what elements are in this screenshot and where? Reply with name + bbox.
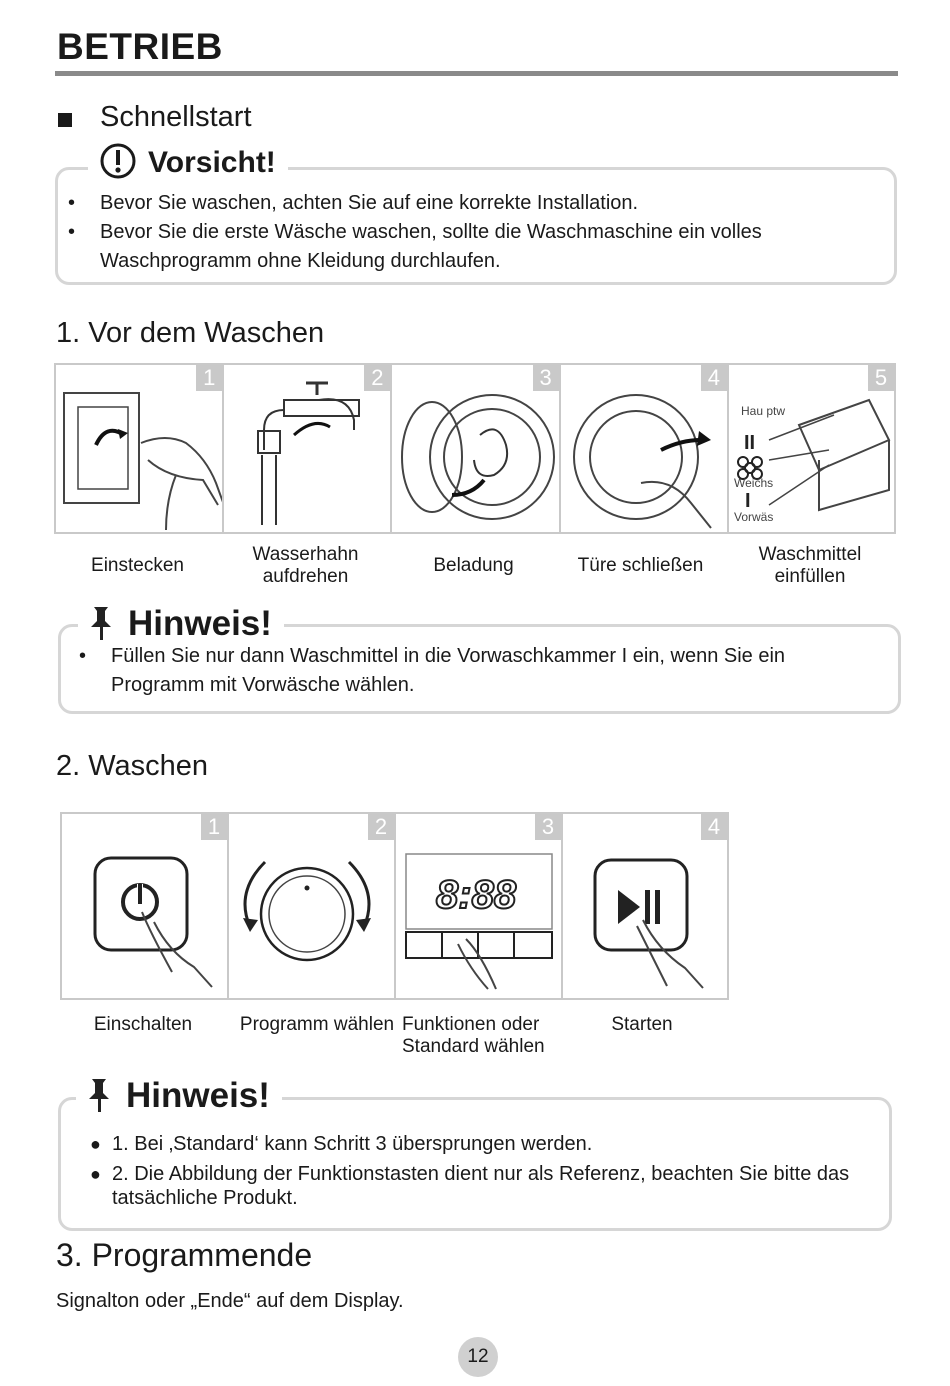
list-item: ● 2. Die Abbildung der Funktionstasten dient nur als Referenz, beachten Sie bitte das tatsächliche Produkt. <box>68 1162 858 1210</box>
section-bullet-square <box>58 113 72 127</box>
step-panel-functions <box>396 814 563 998</box>
page-number: 12 <box>458 1337 498 1377</box>
program-dial-icon <box>229 814 395 998</box>
step-caption: Türe schließen <box>577 555 704 576</box>
drawer-label-softener: Weichs <box>733 476 773 490</box>
step-caption: Starten <box>611 1014 673 1035</box>
drawer-mark-prewash: I <box>744 490 751 512</box>
before-wash-illustrations <box>54 363 896 534</box>
step-panel-power <box>62 814 229 998</box>
washing-heading: 2. Waschen <box>56 750 209 782</box>
step-number: 5 <box>868 365 894 391</box>
note-label: Hinweis! <box>126 1076 270 1115</box>
list-item: ● 1. Bei ‚Standard‘ kann Schritt 3 übersprungen werden. <box>68 1131 858 1158</box>
step-caption: Waschmittel einfüllen <box>758 544 862 587</box>
step-panel-plug <box>56 365 224 532</box>
pushpin-icon <box>88 603 118 646</box>
note-label: Hinweis! <box>128 604 272 643</box>
before-wash-heading: 1. Vor dem Waschen <box>56 317 325 349</box>
step-panel-start <box>563 814 727 998</box>
pushpin-icon <box>86 1075 116 1118</box>
title-divider <box>55 71 898 76</box>
step-number: 1 <box>201 814 227 840</box>
step-panel-close-door <box>561 365 729 532</box>
note-legend <box>78 604 284 644</box>
step-caption: Einstecken <box>91 555 184 576</box>
drawer-label-main: Hau ptw <box>740 404 785 418</box>
list-item: • Füllen Sie nur dann Waschmittel in die Vorwaschkammer I ein, wenn Sie ein Programm mit Vorwäsche wählen. <box>67 642 877 700</box>
quickstart-heading: Schnellstart <box>100 101 252 133</box>
step-caption: Funktionen oder Standard wählen <box>402 1014 545 1057</box>
page-title: BETRIEB <box>57 26 223 67</box>
step-number: 2 <box>364 365 390 391</box>
display-panel-icon <box>396 814 562 998</box>
step-panel-detergent <box>729 365 894 532</box>
play-pause-button-icon <box>563 814 727 998</box>
step-number: 1 <box>196 365 222 391</box>
step-panel-load <box>392 365 560 532</box>
drawer-mark-main: II <box>743 432 755 454</box>
note-list <box>67 642 877 700</box>
washing-illustrations <box>60 812 729 1000</box>
step-caption: Einschalten <box>93 1014 193 1035</box>
step-number: 3 <box>535 814 561 840</box>
drawer-label-prewash: Vorwäs <box>733 510 774 524</box>
step-number: 4 <box>701 365 727 391</box>
display-digits: 8:88 <box>436 873 517 917</box>
step-caption: Programm wählen <box>239 1014 395 1035</box>
caution-legend <box>88 143 288 183</box>
warning-circle-icon <box>98 141 138 186</box>
step-caption: Wasserhahn aufdrehen <box>252 544 359 587</box>
step-number: 4 <box>701 814 727 840</box>
program-end-heading: 3. Programmende <box>56 1237 313 1273</box>
caution-list <box>56 189 876 276</box>
note-legend <box>76 1076 282 1116</box>
list-item: • Bevor Sie waschen, achten Sie auf eine korrekte Installation. <box>56 189 876 218</box>
step-number: 3 <box>533 365 559 391</box>
step-caption: Beladung <box>433 555 514 576</box>
step-panel-tap <box>224 365 392 532</box>
note-list <box>68 1131 858 1210</box>
program-end-text: Signalton oder „Ende“ auf dem Display. <box>56 1290 404 1312</box>
step-number: 2 <box>368 814 394 840</box>
caution-label: Vorsicht! <box>148 146 276 179</box>
power-button-icon <box>62 814 228 998</box>
list-item: • Bevor Sie die erste Wäsche waschen, sollte die Waschmaschine ein volles Waschprogramm ohne Kleidung durchlaufen. <box>56 218 876 276</box>
step-panel-program <box>229 814 396 998</box>
